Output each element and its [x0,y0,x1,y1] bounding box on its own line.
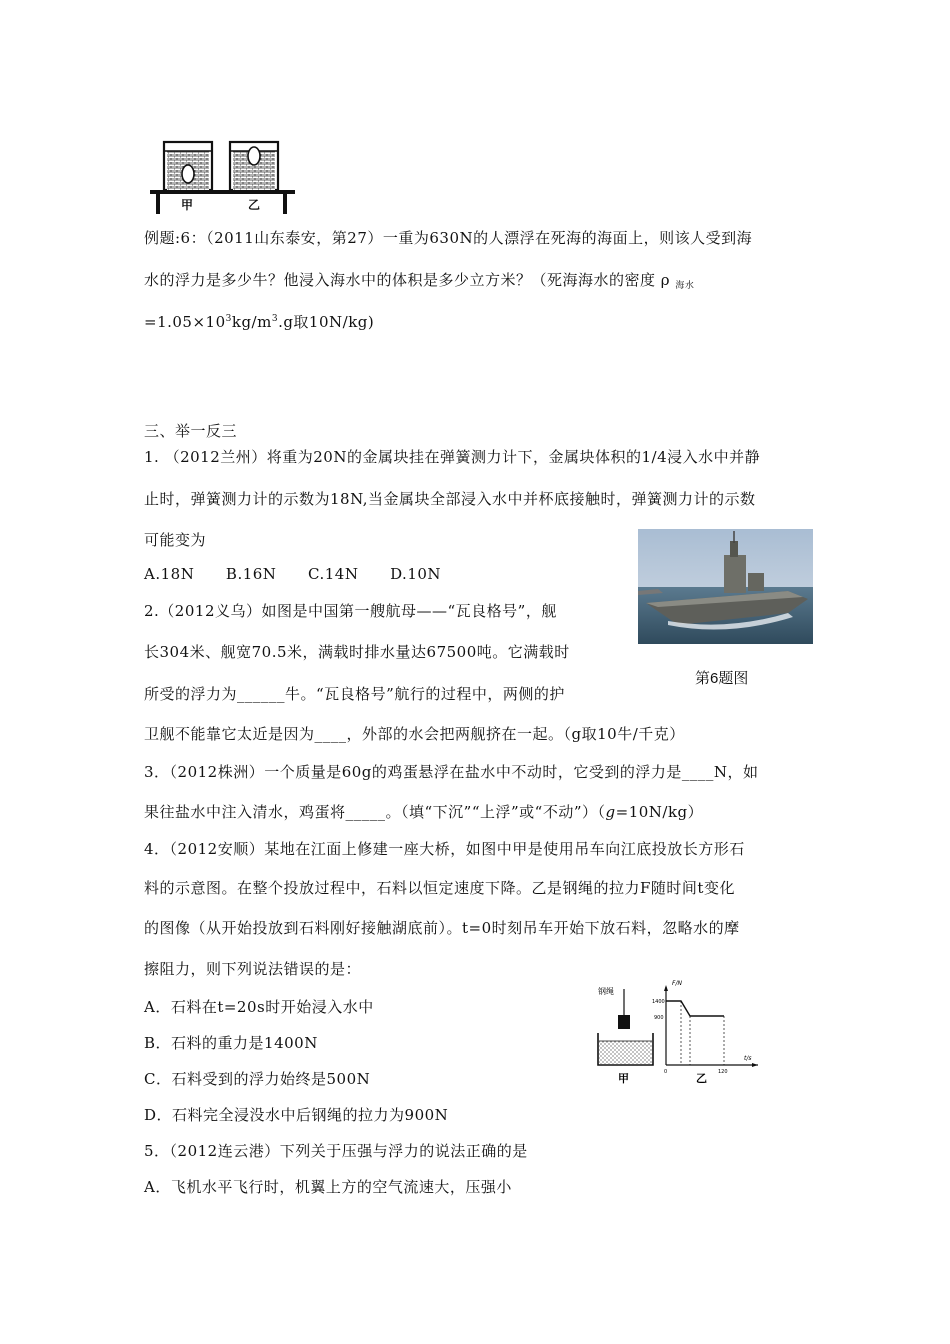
q3-line2 [144,801,703,822]
example6-line2 [144,269,694,290]
density-value: =1.05×10 [144,313,226,331]
q1-line1: 1. （2012兰州）将重为20N的金属块挂在弹簧测力计下，金属块体积的1/4浸入水中并静 [144,448,761,466]
y-tick-900: 900 [654,1015,664,1021]
exponent-1: 3 [225,314,232,324]
q3-line1: 3．（2012株洲）一个质量是60g的鸡蛋悬浮在盐水中不动时，它受到的浮力是____N，如 [144,763,759,781]
q3-line2-text: 果往盐水中注入清水，鸡蛋将_____。（填“下沉”“上浮”或“不动”）（ [144,803,606,821]
q4-option-a: A．石料在t=20s时开始浸入水中 [144,998,374,1016]
figure-label-jia: 甲 [181,198,194,212]
exponent-2: 3 [271,314,279,324]
q4-option-d: D．石料完全浸没水中后钢绳的拉力为900N [144,1106,449,1124]
q4-figure [588,975,768,1087]
q4-line4: 擦阻力，则下列说法错误的是： [144,960,362,978]
q2-line3: 所受的浮力为______牛。“瓦良格号”航行的过程中，两侧的护 [144,685,565,703]
example6-density-subscript: 海水 [675,281,695,291]
example6-line1: 例题:6：（2011山东泰安，第27）一重为630N的人漂浮在死海的海面上，则该人受到海 [144,229,753,247]
aircraft-carrier-photo [638,529,813,644]
q1-line3: 可能变为 [144,531,207,549]
q4-line2: 料的示意图。在整个投放过程中，石料以恒定速度下降。乙是钢绳的拉力F随时间t变化 [144,879,735,897]
x-axis-label: t/s [744,1055,752,1062]
density-unit: kg/m [231,313,272,331]
fig-label-jia: 甲 [618,1072,629,1085]
q1-line2: 止时，弹簧测力计的示数为18N,当金属块全部浸入水中并杯底接触时，弹簧测力计的示数 [144,490,756,508]
q3-g-symbol: g [605,803,616,821]
example6-line2-text: 水的浮力是多少牛？他浸入海水中的体积是多少立方米？（死海海水的密度 ρ [144,271,671,289]
y-tick-1400: 1400 [652,999,665,1005]
section-title: 三、举一反三 [144,422,238,440]
beakers-figure [150,138,295,218]
fig-label-yi: 乙 [696,1072,707,1085]
q4-option-b: B．石料的重力是1400N [144,1034,318,1052]
q4-line1: 4．（2012安顺）某地在江面上修建一座大桥，如图中甲是使用吊车向江底投放长方形石 [144,840,745,858]
q5-option-a: A．飞机水平飞行时，机翼上方的空气流速大，压强小 [144,1178,512,1196]
photo-caption: 第6题图 [695,670,749,687]
q2-line4: 卫舰不能靠它太近是因为____，外部的水会把两舰挤在一起。（g取10牛/千克） [144,725,685,743]
q2-line1: 2.（2012义乌）如图是中国第一艘航母——“瓦良格号”，舰 [144,602,557,620]
q2-line2: 长304米、舰宽70.5米，满载时排水量达67500吨。它满载时 [144,643,570,661]
example6-line3 [144,311,374,332]
q5-line1: 5．（2012连云港）下列关于压强与浮力的说法正确的是 [144,1142,528,1160]
q1-options: A.18N B.16N C.14N D.10N [144,565,442,583]
x-tick-120: 120 [718,1069,728,1075]
x-tick-0: 0 [664,1069,668,1075]
q4-option-c: C．石料受到的浮力始终是500N [144,1070,371,1088]
figure-label-yi: 乙 [248,198,261,212]
y-axis-label: F/N [672,980,682,987]
gravity-note: .g取10N/kg) [278,313,375,331]
q4-line3: 的图像（从开始投放到石料刚好接触湖底前）。t=0时刻吊车开始下放石料，忽略水的摩 [144,919,740,937]
q3-g-value: =10N/kg） [615,803,704,821]
rope-label: 钢绳 [598,987,614,996]
